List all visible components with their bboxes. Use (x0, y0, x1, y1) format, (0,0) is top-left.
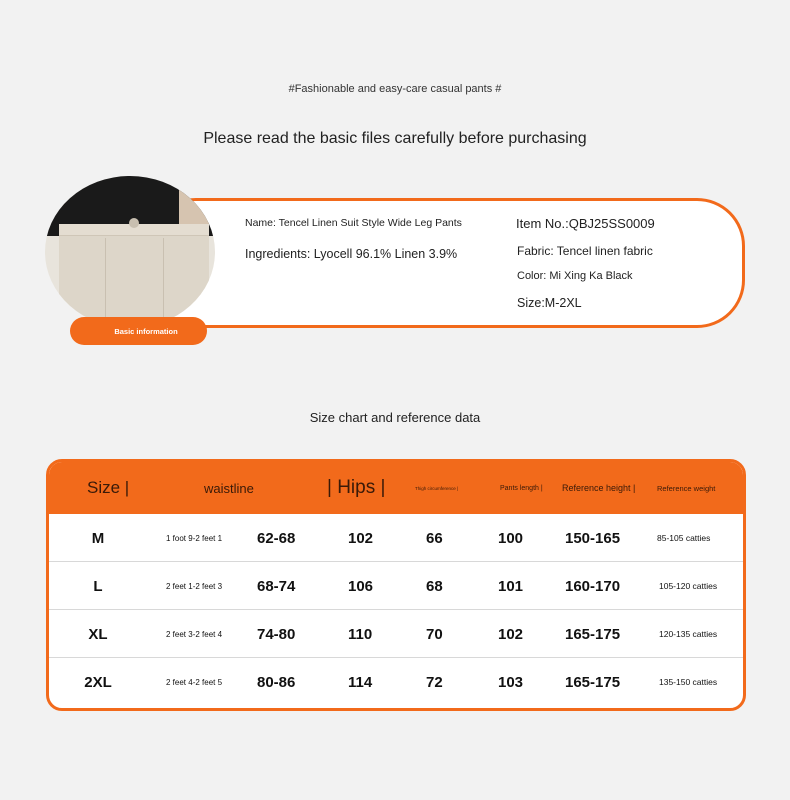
cell-weight: 120-135 catties (659, 629, 718, 639)
cell-hips: 102 (348, 529, 374, 547)
cell-waist: 62-68 (257, 529, 296, 547)
table-row (49, 514, 743, 562)
photo-pants (59, 224, 209, 328)
product-size-range: Size:M-2XL (517, 296, 582, 310)
product-ingredients: Ingredients: Lyocell 96.1% Linen 3.9% (245, 247, 458, 261)
photo-pleat (163, 238, 164, 328)
cell-height: 165-175 (565, 673, 621, 691)
cell-size: 2XL (84, 673, 112, 691)
header-thigh: Thigh circumference | (415, 485, 459, 491)
cell-size: XL (88, 625, 108, 643)
cell-hips: 110 (348, 625, 373, 643)
cell-length: 103 (498, 673, 524, 691)
product-photo (45, 176, 215, 328)
cell-hips: 106 (348, 577, 374, 595)
page-subtitle: Please read the basic files carefully before purchasing (203, 130, 587, 147)
cell-waist-feet: 1 foot 9-2 feet 1 (166, 533, 223, 543)
cell-thigh: 70 (426, 625, 443, 643)
cell-weight: 105-120 catties (659, 581, 718, 591)
cell-weight: 135-150 catties (659, 677, 718, 687)
basic-info-badge: Basic information (85, 317, 207, 345)
header-size: Size | (87, 478, 130, 497)
product-name: Name: Tencel Linen Suit Style Wide Leg Pants (245, 217, 462, 229)
cell-hips: 114 (348, 673, 373, 691)
header-waistline: waistline (204, 480, 254, 496)
cell-waist-feet: 2 feet 3-2 feet 4 (166, 629, 223, 639)
size-chart-title: Size chart and reference data (309, 410, 481, 425)
cell-waist-feet: 2 feet 1-2 feet 3 (166, 581, 223, 591)
cell-height: 150-165 (565, 529, 621, 547)
cell-length: 101 (498, 577, 524, 595)
size-chart-table (46, 459, 746, 711)
cell-size: L (93, 577, 103, 595)
header-hips: | Hips | (327, 477, 386, 498)
cell-length: 100 (498, 529, 524, 547)
tagline: #Fashionable and easy-care casual pants # (288, 83, 502, 95)
cell-thigh: 72 (426, 673, 443, 691)
product-item-no: Item No.:QBJ25SS0009 (516, 216, 655, 231)
cell-length: 102 (498, 625, 524, 643)
cell-thigh: 66 (426, 529, 443, 547)
cell-waist: 80-86 (257, 673, 296, 691)
header-reference-weight: Reference weight (657, 483, 716, 493)
photo-button (129, 218, 139, 228)
table-row (49, 610, 743, 658)
photo-pleat (105, 238, 106, 328)
cell-height: 160-170 (565, 577, 621, 595)
cell-height: 165-175 (565, 625, 621, 643)
cell-waist: 68-74 (257, 577, 296, 595)
table-row (49, 562, 743, 610)
header-pants-length: Pants length | (500, 484, 543, 492)
table-row (49, 658, 743, 706)
cell-weight: 85-105 catties (657, 533, 711, 543)
cell-waist: 74-80 (257, 625, 296, 643)
product-fabric: Fabric: Tencel linen fabric (517, 244, 653, 258)
cell-size: M (91, 529, 105, 547)
cell-waist-feet: 2 feet 4-2 feet 5 (166, 677, 223, 687)
product-color: Color: Mi Xing Ka Black (517, 270, 633, 282)
table-header (49, 462, 743, 514)
header-reference-height: Reference height | (562, 483, 636, 493)
cell-thigh: 68 (426, 577, 443, 595)
